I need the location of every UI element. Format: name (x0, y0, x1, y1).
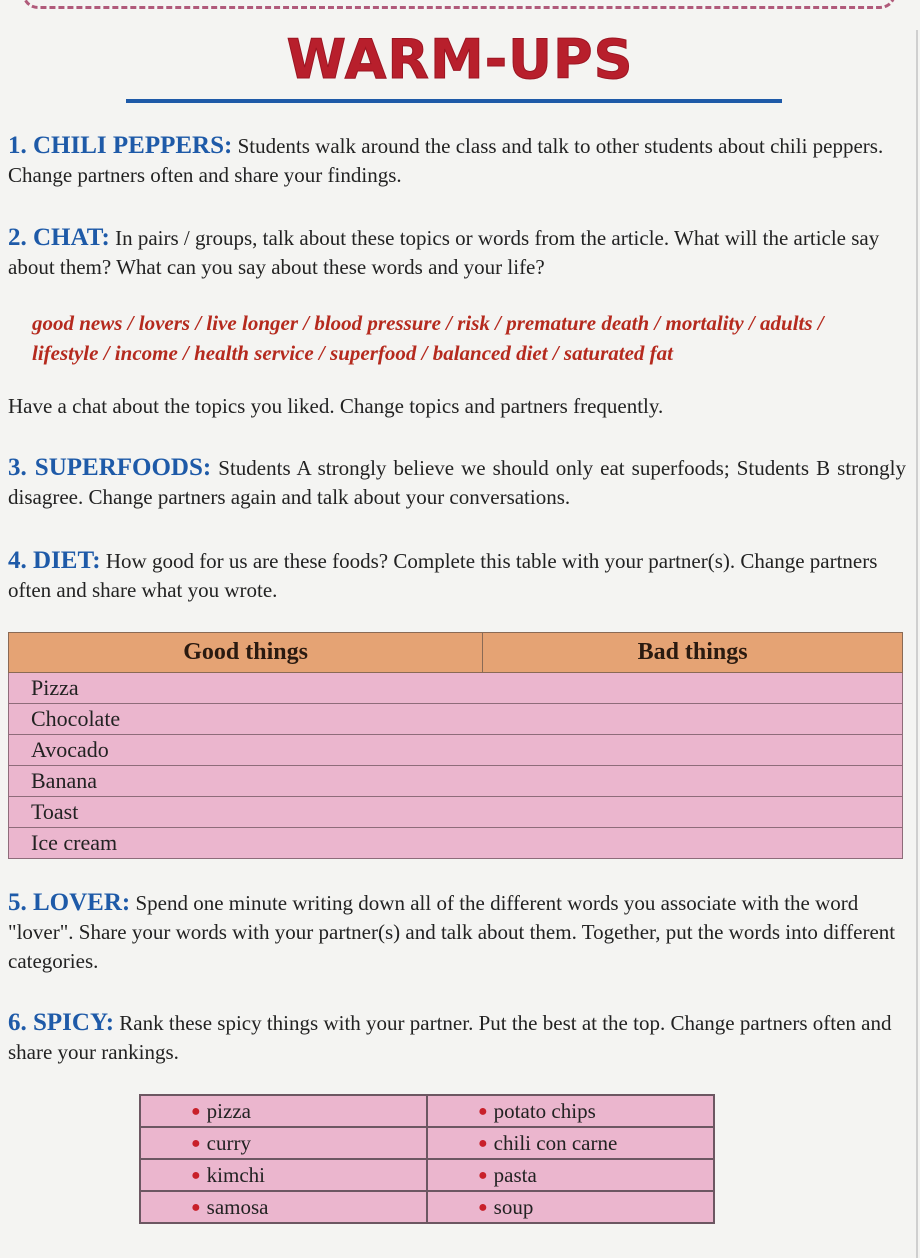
section-heading: 5. LOVER: (8, 889, 131, 916)
bullet-icon: ● (191, 1166, 201, 1184)
spicy-item (140, 1159, 427, 1191)
food-cell: Avocado (9, 735, 903, 766)
page-edge (916, 30, 918, 1258)
food-cell: Banana (9, 766, 903, 797)
section-body: Rank these spicy things with your partner. Put the best at the top. Change partners often and share your rankings. (8, 1011, 892, 1064)
spicy-item (140, 1095, 427, 1127)
bullet-icon: ● (191, 1198, 201, 1216)
section-heading: 3. SUPERFOODS: (8, 454, 212, 481)
spicy-item-label: chili con carne (493, 1130, 618, 1155)
chat-followup: Have a chat about the topics you liked. Change topics and partners frequently. (8, 394, 664, 418)
spicy-item-label: samosa (206, 1194, 269, 1219)
table-row (140, 1127, 714, 1159)
spicy-item (427, 1159, 714, 1191)
section-body: In pairs / groups, talk about these topics or words from the article. What will the article say about them? What can you say about these words and your life? (8, 226, 880, 279)
section-diet (8, 546, 906, 605)
bullet-icon: ● (191, 1134, 201, 1152)
table-row (140, 1191, 714, 1223)
section-body: Students walk around the class and talk to other students about chili peppers. Change partners often and share your findings. (8, 134, 884, 187)
bullet-icon: ● (478, 1134, 488, 1152)
decorative-top-border (22, 0, 896, 9)
section-heading: 4. DIET: (8, 547, 101, 574)
section-chili-peppers (8, 131, 906, 190)
page-title: WARM-UPS (286, 28, 634, 91)
spicy-table (139, 1094, 715, 1224)
table-row (140, 1159, 714, 1191)
vocabulary-list: good news / lovers / live longer / blood pressure / risk / premature death / mortality / adults / lifestyle / income / health service / superfood / balanced diet / saturated fat (32, 311, 824, 365)
table-header-row (9, 633, 903, 673)
section-spicy (8, 1008, 906, 1067)
column-header-bad: Bad things (483, 633, 903, 673)
bullet-icon: ● (478, 1166, 488, 1184)
table-row (9, 828, 903, 859)
bullet-icon: ● (478, 1198, 488, 1216)
table-row (9, 673, 903, 704)
section-heading: 6. SPICY: (8, 1009, 115, 1036)
table-row (9, 704, 903, 735)
spicy-item (427, 1127, 714, 1159)
spicy-item-label: kimchi (206, 1162, 265, 1187)
spicy-item-label: curry (206, 1130, 251, 1155)
title-underline (126, 99, 782, 103)
bullet-icon: ● (191, 1102, 201, 1120)
spicy-item (427, 1191, 714, 1223)
section-superfoods (8, 453, 906, 512)
table-row (9, 766, 903, 797)
spicy-item (140, 1127, 427, 1159)
section-chat (8, 223, 906, 282)
section-lover (8, 888, 906, 976)
food-cell: Ice cream (9, 828, 903, 859)
spicy-item-label: potato chips (493, 1098, 596, 1123)
food-cell: Pizza (9, 673, 903, 704)
section-body: Spend one minute writing down all of the different words you associate with the word "lover". Share your words with your partner(s) and talk about them. Together, put the words into different categories. (8, 891, 896, 973)
section-heading: 2. CHAT: (8, 224, 110, 251)
bullet-icon: ● (478, 1102, 488, 1120)
spicy-item-label: pasta (493, 1162, 537, 1187)
food-cell: Chocolate (9, 704, 903, 735)
table-row (140, 1095, 714, 1127)
section-body: How good for us are these foods? Complete this table with your partner(s). Change partners often and share what you wrote. (8, 549, 878, 602)
diet-table (8, 632, 903, 859)
table-row (9, 735, 903, 766)
table-row (9, 797, 903, 828)
column-header-good: Good things (9, 633, 483, 673)
spicy-item (427, 1095, 714, 1127)
spicy-item-label: soup (493, 1194, 534, 1219)
section-heading: 1. CHILI PEPPERS: (8, 132, 233, 159)
food-cell: Toast (9, 797, 903, 828)
spicy-item-label: pizza (206, 1098, 251, 1123)
section-body: Students A strongly believe we should only eat superfoods; Students B strongly disagree. Change partners again and talk about your conversations. (8, 456, 906, 509)
spicy-item (140, 1191, 427, 1223)
